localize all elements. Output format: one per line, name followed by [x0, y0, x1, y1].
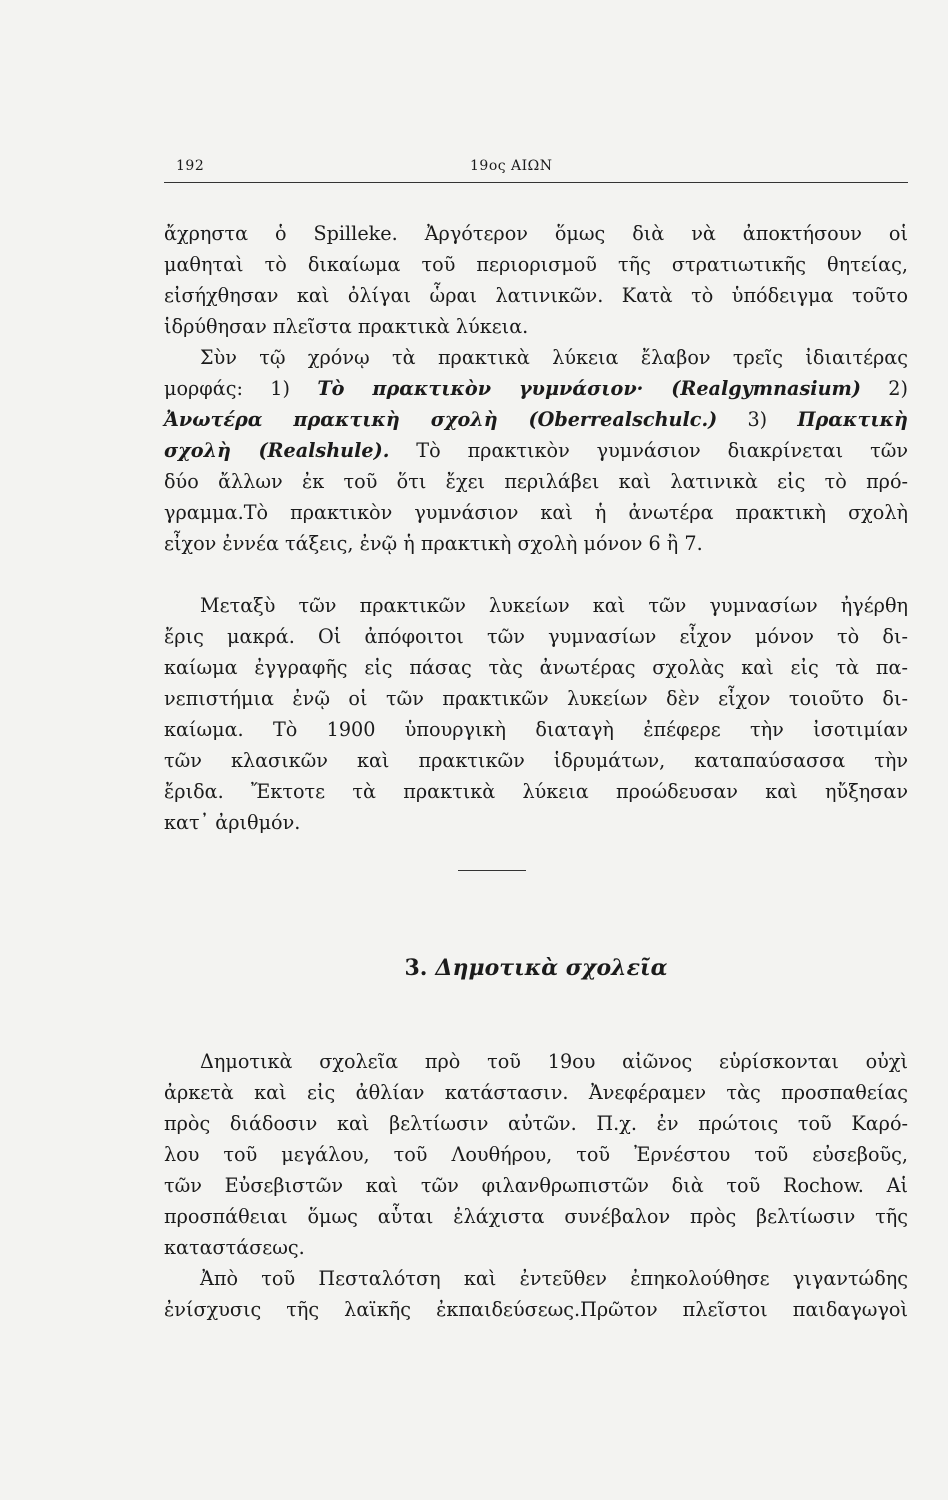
text-line: [164, 435, 908, 466]
text-run: μορφάς: 1): [164, 377, 318, 400]
school-type-oberrealschule: Ἀνωτέρα πρακτικὴ σχολὴ: [164, 408, 498, 431]
text-line: εἶχον ἐννέα τάξεις, ἐνῷ ἡ πρακτικὴ σχολὴ μόνον 6 ἢ 7.: [164, 532, 703, 555]
paragraph-4: [164, 1046, 908, 1263]
text-line: Μεταξὺ τῶν πρακτικῶν λυκείων καὶ τῶν γυμνασίων ἠγέρθη: [200, 594, 908, 617]
text-line: ἔρις μακρά. Οἱ ἀπόφοιτοι τῶν γυμνασίων εἶχον μόνον τὸ δι-: [164, 625, 908, 648]
paragraph-5: [164, 1263, 908, 1325]
term-realschule: (Realshule).: [230, 439, 390, 462]
text-line: γραμμα.Τὸ πρακτικὸν γυμνάσιον καὶ ἡ ἀνωτέρα πρακτικὴ σχολὴ: [164, 501, 908, 524]
text-line: Δημοτικὰ σχολεῖα πρὸ τοῦ 19ου αἰῶνος εὑρίσκονται οὐχὶ: [200, 1050, 908, 1073]
text-line: πρὸς διάδοσιν καὶ βελτίωσιν αὐτῶν. Π.χ. ἐν πρώτοις τοῦ Καρό-: [164, 1112, 908, 1135]
paragraph-1: [164, 218, 908, 342]
text-line: προσπάθειαι ὅμως αὗται ἐλάχιστα συνέβαλον πρὸς βελτίωσιν τῆς: [164, 1205, 908, 1228]
running-head: 19ος ΑΙΩΝ: [470, 158, 553, 174]
page-number: 192: [176, 158, 205, 174]
text-line: τῶν Εὐσεβιστῶν καὶ τῶν φιλανθρωπιστῶν διὰ τοῦ Rochow. Αἱ: [164, 1174, 908, 1197]
page-header: [164, 156, 908, 183]
school-type-realschule: Πρακτικὴ: [797, 408, 908, 431]
text-run: Τὸ πρακτικὸν γυμνάσιον διακρίνεται τῶν: [389, 439, 908, 462]
text-line: ἄχρηστα ὁ Spilleke. Ἀργότερον ὅμως διὰ νὰ ἀποκτήσουν οἱ: [164, 222, 908, 245]
text-line: καίωμα. Τὸ 1900 ὑπουργικὴ διαταγὴ ἐπέφερε τὴν ἰσοτιμίαν: [164, 718, 908, 741]
section-number: 3.: [404, 955, 428, 981]
text-line: ἱδρύθησαν πλεῖστα πρακτικὰ λύκεια.: [164, 315, 529, 338]
paragraph-2: [164, 342, 908, 559]
text-line: καταστάσεως.: [164, 1236, 305, 1259]
text-line: Ἀπὸ τοῦ Πεσταλότση καὶ ἐντεῦθεν ἐπηκολούθησε γιγαντώδης: [200, 1267, 908, 1290]
text-line: ἀρκετὰ καὶ εἰς ἀθλίαν κατάστασιν. Ἀνεφέραμεν τὰς προσπαθείας: [164, 1081, 908, 1104]
text-line: καίωμα ἐγγραφῆς εἰς πάσας τὰς ἀνωτέρας σχολὰς καὶ εἰς τὰ πα-: [164, 656, 908, 679]
text-line: Σὺν τῷ χρόνῳ τὰ πρακτικὰ λύκεια ἔλαβον τρεῖς ἰδιαιτέρας: [200, 346, 908, 369]
text-line: μαθηταὶ τὸ δικαίωμα τοῦ περιορισμοῦ τῆς στρατιωτικῆς θητείας,: [164, 253, 908, 276]
text-line: λου τοῦ μεγάλου, τοῦ Λουθήρου, τοῦ Ἐρνέστου τοῦ εὐσεβοῦς,: [164, 1143, 908, 1166]
school-type-realschule-cont: σχολὴ: [164, 439, 231, 462]
text-line: εἰσήχθησαν καὶ ὀλίγαι ὧραι λατινικῶν. Κατὰ τὸ ὑπόδειγμα τοῦτο: [164, 284, 908, 307]
text-line: ἐνίσχυσις τῆς λαϊκῆς ἐκπαιδεύσεως.Πρῶτον πλεῖστοι παιδαγωγοὶ: [164, 1298, 908, 1321]
text-line: νεπιστήμια ἐνῷ οἱ τῶν πρακτικῶν λυκείων δὲν εἶχον τοιοῦτο δι-: [164, 687, 908, 710]
text-run: 2): [860, 377, 908, 400]
text-line: κατ᾽ ἀριθμόν.: [164, 811, 301, 834]
section-heading: [164, 955, 908, 981]
text-line: [164, 373, 908, 404]
text-line: ἔριδα. Ἔκτοτε τὰ πρακτικὰ λύκεια προώδευσαν καὶ ηὔξησαν: [164, 780, 908, 803]
paragraph-3: [164, 590, 908, 838]
school-type-realgymnasium: Τὸ πρακτικὸν γυμνάσιον·: [317, 377, 644, 400]
text-line: δύο ἄλλων ἐκ τοῦ ὅτι ἔχει περιλάβει καὶ λατινικὰ εἰς τὸ πρό-: [164, 470, 908, 493]
term-realgymnasium: (Realgymnasium): [643, 377, 861, 400]
section-title: Δημοτικὰ σχολεῖα: [435, 955, 668, 981]
section-divider: [458, 870, 526, 871]
text-run: 3): [717, 408, 798, 431]
text-line: τῶν κλασικῶν καὶ πρακτικῶν ἱδρυμάτων, καταπαύσασσα τὴν: [164, 749, 908, 772]
term-oberrealschule: (Oberrealschulc.): [497, 408, 718, 431]
text-line: [164, 404, 908, 435]
